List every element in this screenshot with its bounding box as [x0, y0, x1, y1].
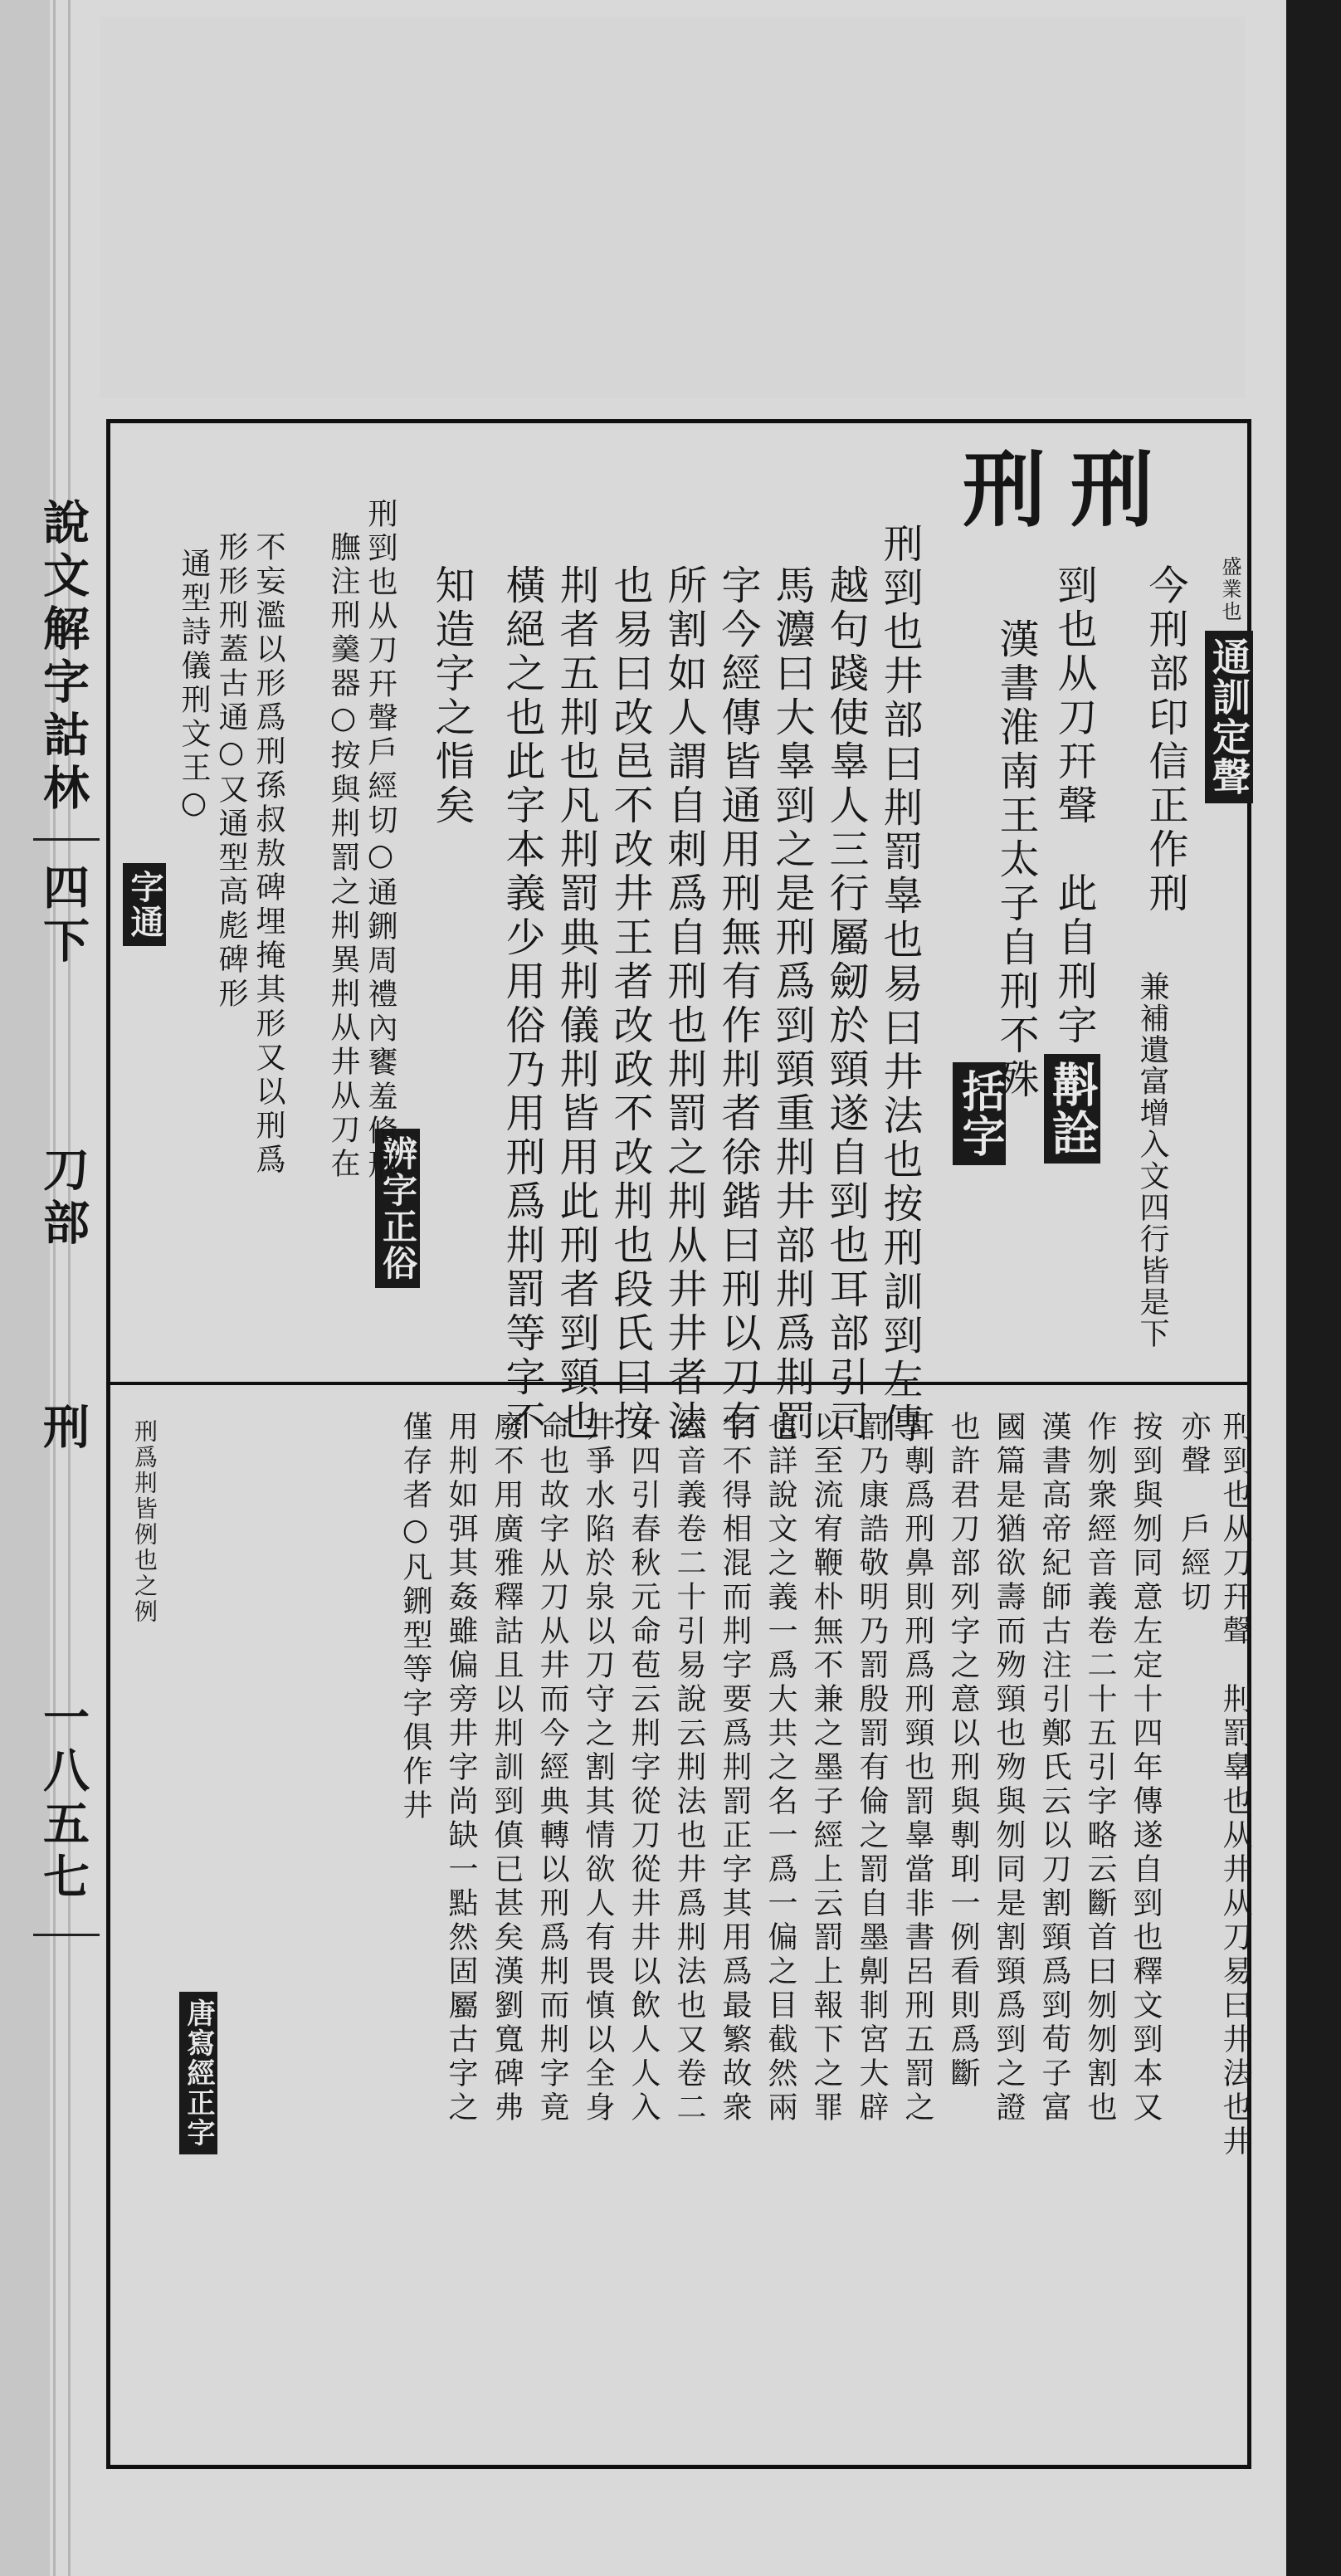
header-rule	[33, 838, 100, 841]
lower-column: 刑剄也从刀幵聲 㓝罰辠也从井从刀易曰井法也井	[1218, 1411, 1252, 2159]
leaf-edge	[53, 0, 56, 2576]
seal-glyph-b: 刑	[1070, 441, 1153, 539]
page-number: 一八五七	[36, 1693, 90, 1905]
radical-label: 刀部	[36, 1145, 90, 1251]
lower-column: 也許君刀部列字之意以刑與剸刵一例看則爲斷	[946, 1411, 980, 2091]
upper-column: 橫絕之也此字本義少用俗乃用刑爲㓝罰等字不	[499, 564, 545, 1444]
upper-column: 字今經傳皆通用刑無有作㓝者徐鍇曰刑以刀有	[714, 564, 761, 1444]
entry-label: 刑	[36, 1403, 90, 1456]
lower-column: 僅存者○凡鉶型等字俱作井	[398, 1411, 432, 1823]
upper-column: 也易曰改邑不改井王者改政不改㓝也段氏曰按	[607, 564, 653, 1444]
lower-column: 十四引春秋元命苞云㓝字從刀從井井以飲人人入	[627, 1411, 661, 2125]
header-rule	[33, 1934, 100, 1936]
upper-column-small: 膴注刑羹器○按與㓝罰之㓝異㓝从井从刀在	[326, 531, 360, 1182]
page-margin	[0, 0, 50, 2576]
leaf-edge	[68, 0, 71, 2576]
lower-column: 井爭水陷於泉以刀守之割其情欲人有畏慎以全身	[581, 1411, 615, 2125]
upper-column: 所割如人謂自刺爲自刑也㓝罰之㓝从井井者法	[661, 564, 707, 1444]
lower-column: 也詳說文之義一爲大共之名一爲一偏之目截然兩	[763, 1411, 797, 2125]
badge-zitong: 字通	[123, 863, 166, 946]
upper-column: 剄也从刀幵聲 此自刑字	[1051, 564, 1097, 1048]
lower-column: 國篇是猶欲壽而歾頸也歾與刎同是割頸爲剄之證	[992, 1411, 1026, 2125]
lower-column: 亦聲 戶經切	[1177, 1411, 1211, 1615]
margin-note: 盛業也	[1218, 556, 1241, 623]
lower-column: 以至流宥鞭朴無不兼之墨子經上云罰上報下之罪	[809, 1411, 843, 2125]
upper-column: 馬灋曰大辠剄之是刑爲剄頸重㓝井部㓝爲㓝罰	[768, 564, 815, 1444]
lower-column: 罰乃康誥敬明乃罰殷罰有倫之罰自墨劓剕宮大辟	[855, 1411, 889, 2125]
upper-column: 漢書淮南王太子自刑不殊	[992, 618, 1039, 1102]
upper-column-small: 通型詩儀刑文王○	[177, 548, 211, 824]
book-spine	[1286, 0, 1341, 2576]
lower-column: 字不得相混而㓝字要爲㓝罰正字其用爲最繁故衆	[718, 1411, 752, 2125]
upper-column: 㓝者五㓝也凡㓝罰典㓝儀㓝皆用此刑者剄頸也	[553, 564, 599, 1444]
upper-column: 越句踐使辠人三行屬劒於頸遂自剄也耳部引司	[822, 564, 869, 1444]
badge-gaijing: 唐寫經正字	[179, 1992, 217, 2154]
upper-column-small: 不妄濫以形爲刑孫叔敖碑埋掩其形又以刑爲	[251, 531, 285, 1178]
upper-column: 知造字之恉矣	[428, 564, 475, 828]
lower-column: 按剄與刎同意左定十四年傳遂自剄也釋文剄本又	[1129, 1411, 1163, 2125]
lower-column: 耳剸爲刑鼻則刑爲刑頸也罰辠當非書呂刑五罰之	[900, 1411, 934, 2125]
lower-column: 經音義卷二十引易說云㓝法也井爲㓝法也又卷二	[672, 1411, 706, 2125]
badge-jiquan: 斠詮	[1044, 1054, 1100, 1164]
upper-column: 刑剄也井部曰㓝罰辠也易曰井法也按刑訓剄左傳	[876, 523, 923, 1447]
lower-column: 命也故字从刀从井而今經典轉以刑爲㓝而㓝字竟	[535, 1411, 569, 2125]
upper-annotation: 兼補遺富增入文四行皆是下	[1135, 971, 1169, 1349]
badge-tongxun: 通訓定聲	[1205, 631, 1253, 803]
badge-bianzi: 辨字正俗	[375, 1129, 420, 1288]
previous-page-bleed	[100, 17, 1245, 398]
upper-column: 今刑部印信正作刑	[1142, 564, 1188, 916]
book-title: 說文解字詁林	[36, 498, 90, 817]
lower-column: 刑爲㓝皆例也之例	[131, 1419, 158, 1625]
lower-column: 用㓝如弭其姦雖偏旁井字尚缺一點然固屬古字之	[444, 1411, 478, 2125]
seal-glyph-a: 刑	[963, 441, 1046, 539]
lower-column: 作刎衆經音義卷二十五引字略云斷首曰刎刎割也	[1083, 1411, 1117, 2125]
volume-label: 四下	[36, 863, 90, 969]
lower-column: 漢書高帝紀師古注引鄭氏云以刀割頸爲剄荀子富	[1037, 1411, 1071, 2125]
badge-kuozi: 括字	[953, 1062, 1006, 1165]
upper-column-small: 形形刑蓋古通○又通型高彪碑形	[214, 531, 248, 1012]
lower-column: 廢不用廣雅釋詁且以㓝訓剄傎已甚矣漢劉寬碑弗	[490, 1411, 524, 2125]
upper-column-small: 刑剄也从刀幵聲戶經切○通鉶周禮內饔羞脩刑	[363, 498, 397, 1183]
